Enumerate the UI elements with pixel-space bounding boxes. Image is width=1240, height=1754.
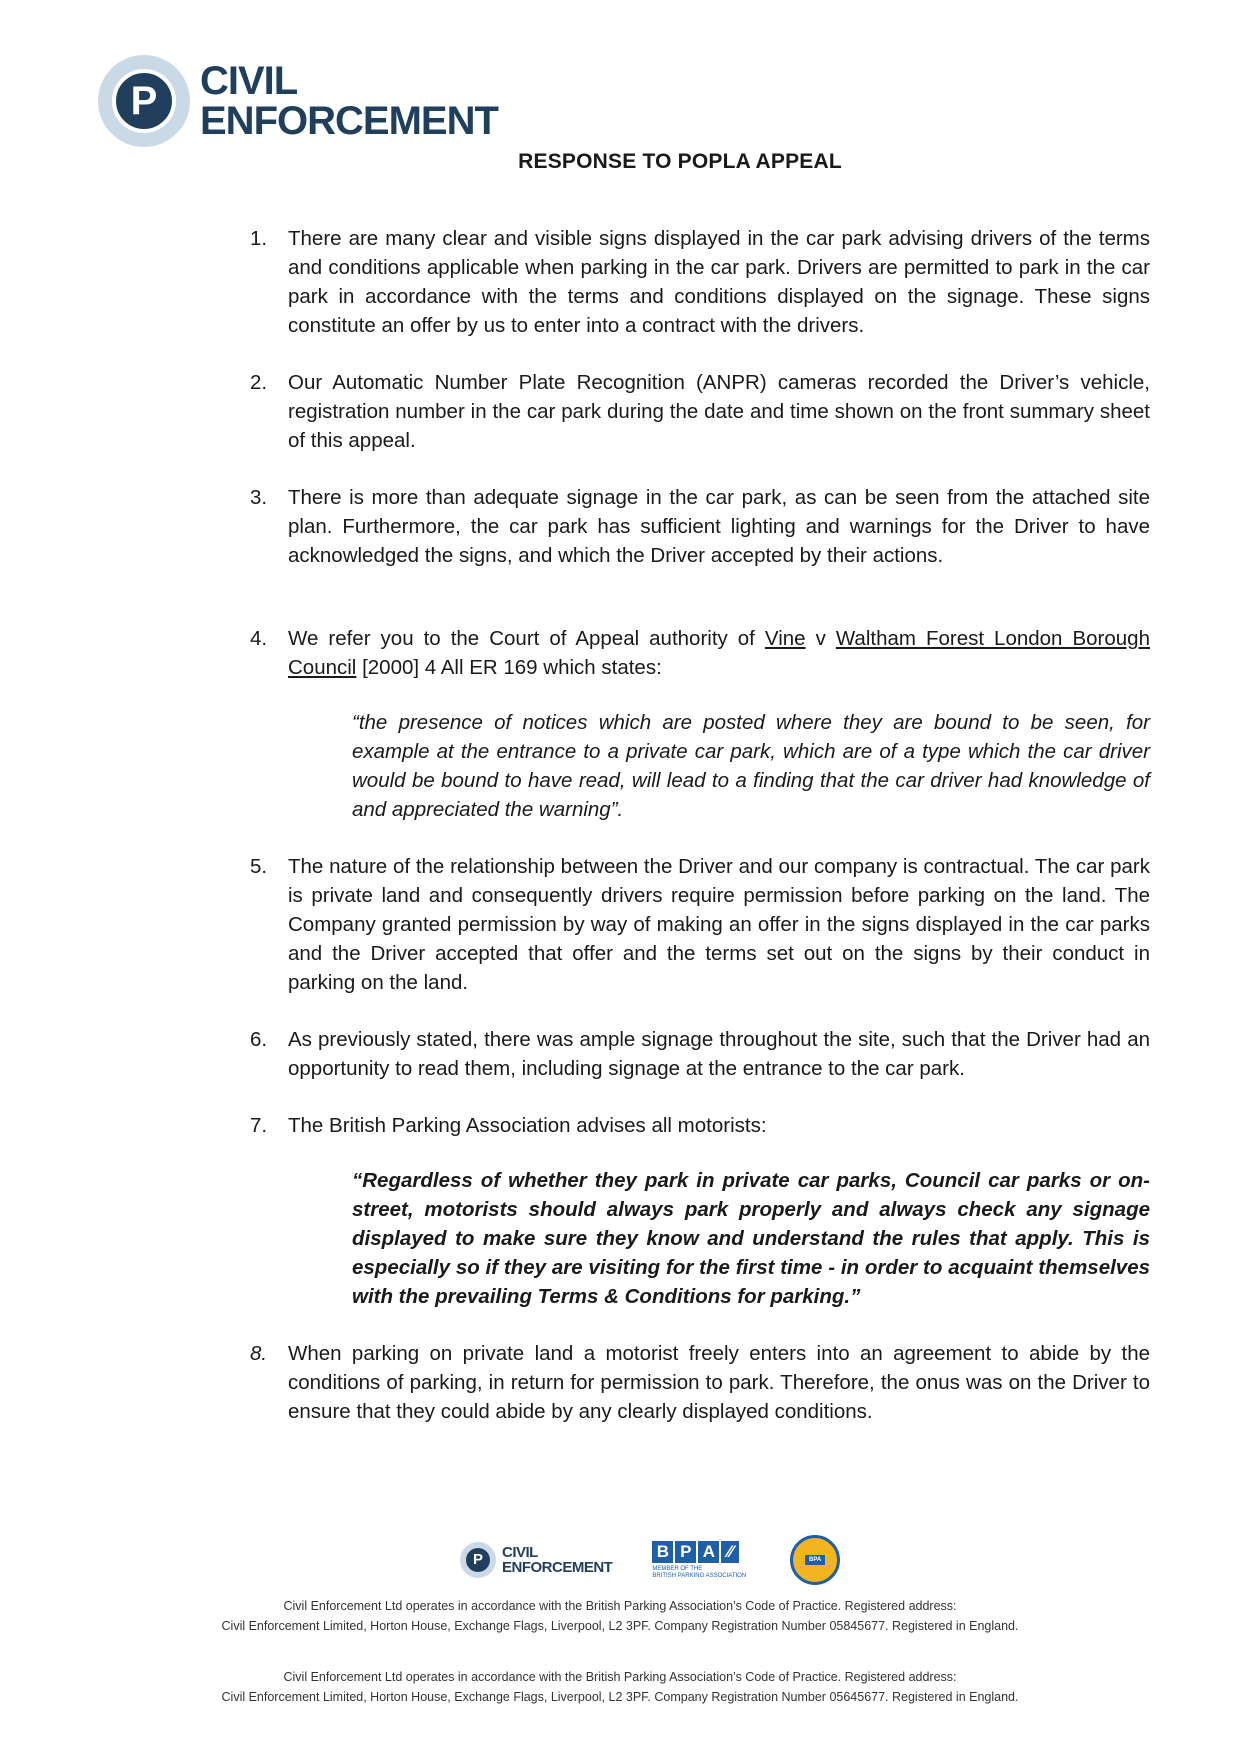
- numbered-points: [250, 224, 1150, 1454]
- point-text: The nature of the relationship between the Driver and our company is contractual. The car park is private land and consequently drivers require permission before parking on the land. The Company granted permission by way of making an offer in the signs displayed in the car parks and the Driver accepted that offer and the terms set out on the signs by their conduct in parking on the land.: [288, 855, 1150, 994]
- point-2: [250, 368, 1150, 455]
- point-number: 4.: [250, 627, 268, 650]
- parking-p-icon: [98, 55, 190, 147]
- logo-letter: P: [112, 69, 176, 133]
- point-number: 2.: [250, 371, 268, 394]
- point-number: 5.: [250, 855, 268, 878]
- logo-line-1: CIVIL: [200, 59, 298, 103]
- point-text-pre: We refer you to the Court of Appeal authority of: [288, 627, 765, 650]
- footer-civil-enforcement-logo: [460, 1542, 612, 1578]
- point-8: [250, 1339, 1150, 1426]
- footer-logo-letter: P: [466, 1548, 490, 1572]
- footer-line-1: Civil Enforcement Ltd operates in accordance with the British Parking Association’s Code of Practice. Registered address:: [283, 1599, 957, 1613]
- footer-logo-line-1: CIVIL: [502, 1544, 538, 1561]
- logo-line-2: ENFORCEMENT: [200, 99, 498, 143]
- point-text-post: [2000] 4 All ER 169 which states:: [356, 656, 662, 679]
- footer-registration-2: [0, 1667, 1240, 1707]
- bpa-member-text: MEMBER OF THE BRITISH PARKING ASSOCIATION: [652, 1565, 747, 1579]
- point-number: 1.: [250, 227, 268, 250]
- point-5: [250, 852, 1150, 997]
- point-1: [250, 224, 1150, 340]
- bpa-letter: P: [675, 1541, 696, 1563]
- bpa-member-logo: [652, 1541, 746, 1580]
- bpa-swoosh-icon: ⁄⁄: [721, 1541, 739, 1563]
- company-logo: [98, 55, 498, 147]
- footer-line-2: Civil Enforcement Limited, Horton House, Exchange Flags, Liverpool, L2 3PF. Company Registration Number 05845677. Registered in England.: [221, 1619, 1019, 1633]
- point-text-mid: v: [805, 627, 836, 650]
- footer-line-4: Civil Enforcement Limited, Horton House, Exchange Flags, Liverpool, L2 3PF. Company Registration Number 05645677. Registered in England.: [221, 1690, 1019, 1704]
- footer-logo-line-2: ENFORCEMENT: [502, 1559, 613, 1576]
- point-text: There are many clear and visible signs displayed in the car park advising drivers of the terms and conditions applicable when parking in the car park. Drivers are permitted to park in the car park in accordance with the terms and conditions displayed on the signage. These signs constitute an offer by us to enter into a contract with the drivers.: [288, 227, 1150, 337]
- approved-operator-seal-icon: [790, 1535, 840, 1585]
- point-6: [250, 1025, 1150, 1083]
- point-7: [250, 1111, 1150, 1311]
- footer-logos: [460, 1530, 880, 1590]
- point-3: [250, 483, 1150, 570]
- footer-line-3: Civil Enforcement Ltd operates in accordance with the British Parking Association’s Code of Practice. Registered address:: [283, 1670, 957, 1684]
- point-text: The British Parking Association advises all motorists:: [288, 1114, 767, 1137]
- bpa-letter: A: [698, 1541, 719, 1563]
- point-number: 3.: [250, 486, 268, 509]
- point-number: 6.: [250, 1028, 268, 1051]
- point-4: [250, 624, 1150, 824]
- point-text: There is more than adequate signage in the car park, as can be seen from the attached site plan. Furthermore, the car park has sufficient lighting and warnings for the Driver to have acknowledged the signs, and which the Driver accepted by their actions.: [288, 486, 1150, 567]
- document-title: RESPONSE TO POPLA APPEAL: [518, 150, 842, 173]
- logo-wordmark: [200, 61, 498, 141]
- point-number: 7.: [250, 1114, 268, 1137]
- seal-label: BPA: [805, 1555, 825, 1565]
- case-name-vine: Vine: [764, 627, 806, 650]
- point-text: As previously stated, there was ample signage throughout the site, such that the Driver had an opportunity to read them, including signage at the entrance to the car park.: [288, 1028, 1150, 1080]
- footer-registration-1: [0, 1596, 1240, 1636]
- point-text: When parking on private land a motorist freely enters into an agreement to abide by the conditions of parking, in return for permission to park. Therefore, the onus was on the Driver to ensure that they could abide by any clearly displayed conditions.: [288, 1342, 1150, 1423]
- point-text: Our Automatic Number Plate Recognition (ANPR) cameras recorded the Driver’s vehicle, registration number in the car park during the date and time shown on the front summary sheet of this appeal.: [288, 371, 1150, 452]
- point-number: 8.: [250, 1342, 268, 1365]
- bpa-letter: B: [652, 1541, 673, 1563]
- parking-p-icon: [460, 1542, 496, 1578]
- case-name-waltham-forest: Waltham Forest London Borough Council: [288, 627, 1150, 679]
- point-text: [288, 624, 1150, 682]
- bpa-quote: “Regardless of whether they park in private car parks, Council car parks or on-street, motorists should always park properly and always check any signage displayed to make sure they know and understand the rules that apply. This is especially so if they are visiting for the first time - in order to acquaint themselves with the prevailing Terms & Conditions for parking.”: [352, 1169, 1150, 1308]
- case-quote: “the presence of notices which are posted where they are bound to be seen, for example at the entrance to a private car park, which are of a type which the car driver would be bound to have read, will lead to a finding that the car driver had knowledge of and appreciated the warning”.: [352, 711, 1150, 821]
